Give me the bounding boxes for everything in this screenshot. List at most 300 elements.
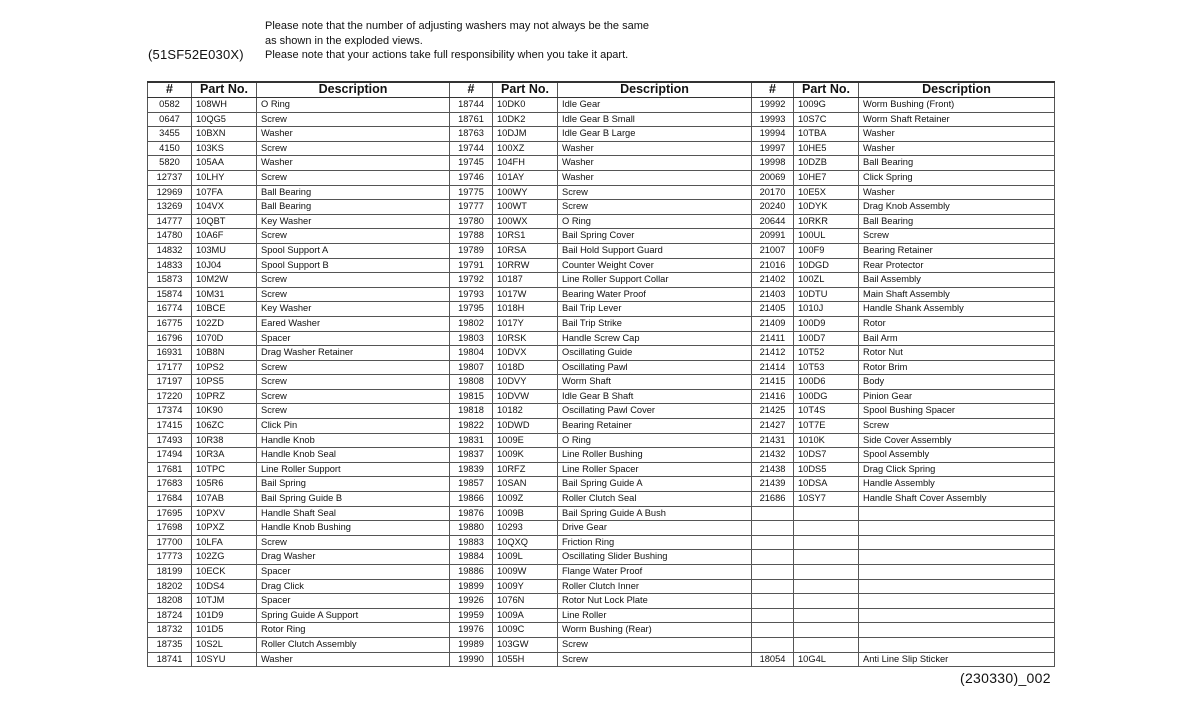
table-row — [148, 448, 1055, 463]
cell-description: Body — [859, 375, 1055, 390]
cell-num: 21686 — [752, 492, 794, 507]
cell-num: 16931 — [148, 346, 192, 361]
cell-num: 3455 — [148, 127, 192, 142]
cell-description — [859, 550, 1055, 565]
cell-part-no: 10M2W — [192, 273, 257, 288]
cell-part-no: 100DG — [794, 389, 859, 404]
table-row — [148, 331, 1055, 346]
cell-num: 19857 — [450, 477, 493, 492]
cell-description: Washer — [257, 156, 450, 171]
cell-description: Handle Screw Cap — [558, 331, 752, 346]
cell-num: 19802 — [450, 316, 493, 331]
cell-description: Side Cover Assembly — [859, 433, 1055, 448]
table-row — [148, 637, 1055, 652]
cell-num: 18202 — [148, 579, 192, 594]
model-code: (51SF52E030X) — [148, 47, 244, 62]
cell-description: Spring Guide A Support — [257, 608, 450, 623]
cell-description: Bail Hold Support Guard — [558, 243, 752, 258]
table-row — [148, 535, 1055, 550]
cell-part-no: 10SYU — [192, 652, 257, 667]
table-row — [148, 214, 1055, 229]
cell-num: 17698 — [148, 521, 192, 536]
cell-part-no: 100D6 — [794, 375, 859, 390]
cell-description — [859, 594, 1055, 609]
cell-num: 19976 — [450, 623, 493, 638]
cell-part-no: 1009G — [794, 98, 859, 113]
header-num: # — [752, 82, 794, 98]
cell-num: 17374 — [148, 404, 192, 419]
cell-part-no: 101D5 — [192, 623, 257, 638]
cell-description: Washer — [558, 170, 752, 185]
cell-description: Flange Water Proof — [558, 565, 752, 580]
cell-num: 21412 — [752, 346, 794, 361]
cell-description: Washer — [257, 127, 450, 142]
table-row — [148, 258, 1055, 273]
cell-num: 17684 — [148, 492, 192, 507]
cell-description: Screw — [558, 185, 752, 200]
cell-num: 18208 — [148, 594, 192, 609]
cell-part-no: 10TJM — [192, 594, 257, 609]
cell-num — [752, 594, 794, 609]
cell-part-no: 1009E — [493, 433, 558, 448]
cell-part-no: 10293 — [493, 521, 558, 536]
cell-num: 20069 — [752, 170, 794, 185]
cell-part-no: 10T4S — [794, 404, 859, 419]
cell-description: Screw — [257, 287, 450, 302]
table-row — [148, 243, 1055, 258]
cell-description: Drag Washer — [257, 550, 450, 565]
table-row — [148, 302, 1055, 317]
cell-part-no: 100XZ — [493, 141, 558, 156]
cell-description: Screw — [257, 389, 450, 404]
cell-num: 19993 — [752, 112, 794, 127]
cell-num: 17773 — [148, 550, 192, 565]
table-row — [148, 141, 1055, 156]
cell-part-no: 1070D — [192, 331, 257, 346]
note-line: Please note that your actions take full responsibility when you take it apart. — [265, 49, 629, 61]
cell-num: 16774 — [148, 302, 192, 317]
cell-part-no: 10T52 — [794, 346, 859, 361]
cell-num: 21415 — [752, 375, 794, 390]
cell-num: 19992 — [752, 98, 794, 113]
note-line: as shown in the exploded views. — [265, 34, 423, 47]
cell-description: Line Roller Support — [257, 462, 450, 477]
cell-part-no: 10187 — [493, 273, 558, 288]
note-line: Please note that the number of adjusting washers may not always be the same — [265, 20, 649, 32]
cell-description: Drag Click — [257, 579, 450, 594]
table-header-row — [148, 82, 1055, 98]
cell-part-no: 100ZL — [794, 273, 859, 288]
cell-description: O Ring — [558, 433, 752, 448]
cell-description: Screw — [257, 404, 450, 419]
table-row — [148, 127, 1055, 142]
cell-part-no — [794, 550, 859, 565]
cell-description: Click Spring — [859, 170, 1055, 185]
cell-num: 0582 — [148, 98, 192, 113]
cell-description: O Ring — [257, 98, 450, 113]
cell-description: Handle Knob — [257, 433, 450, 448]
cell-part-no: 10DVW — [493, 389, 558, 404]
cell-num: 19807 — [450, 360, 493, 375]
cell-part-no: 10RS1 — [493, 229, 558, 244]
cell-description: Idle Gear B Small — [558, 112, 752, 127]
cell-part-no: 10DS7 — [794, 448, 859, 463]
cell-num: 19795 — [450, 302, 493, 317]
cell-part-no: 10A6F — [192, 229, 257, 244]
cell-num: 21425 — [752, 404, 794, 419]
cell-part-no: 10TBA — [794, 127, 859, 142]
cell-num: 19926 — [450, 594, 493, 609]
cell-part-no: 10RFZ — [493, 462, 558, 477]
cell-num: 19745 — [450, 156, 493, 171]
cell-num: 18761 — [450, 112, 493, 127]
table-row — [148, 287, 1055, 302]
table-row — [148, 360, 1055, 375]
cell-description: Rotor Nut Lock Plate — [558, 594, 752, 609]
table-row — [148, 623, 1055, 638]
cell-part-no: 10RRW — [493, 258, 558, 273]
cell-part-no: 10PXV — [192, 506, 257, 521]
cell-description: Line Roller Support Collar — [558, 273, 752, 288]
cell-description: Drag Click Spring — [859, 462, 1055, 477]
cell-num: 21405 — [752, 302, 794, 317]
cell-description: Bail Arm — [859, 331, 1055, 346]
cell-num: 0647 — [148, 112, 192, 127]
cell-part-no: 10PS2 — [192, 360, 257, 375]
cell-part-no: 10T53 — [794, 360, 859, 375]
cell-num: 19793 — [450, 287, 493, 302]
cell-description: O Ring — [558, 214, 752, 229]
cell-num: 19883 — [450, 535, 493, 550]
cell-part-no: 10LFA — [192, 535, 257, 550]
cell-num: 15874 — [148, 287, 192, 302]
cell-description: Screw — [257, 375, 450, 390]
cell-description: Bail Spring Guide A Bush — [558, 506, 752, 521]
cell-part-no: 10HE7 — [794, 170, 859, 185]
cell-description: Idle Gear B Large — [558, 127, 752, 142]
cell-part-no: 10QBT — [192, 214, 257, 229]
cell-description: Line Roller Spacer — [558, 462, 752, 477]
cell-part-no: 1009Z — [493, 492, 558, 507]
header-part-no: Part No. — [192, 82, 257, 98]
cell-part-no: 1017W — [493, 287, 558, 302]
cell-part-no: 10E5X — [794, 185, 859, 200]
table-row — [148, 316, 1055, 331]
cell-num — [752, 535, 794, 550]
cell-description: Bearing Retainer — [859, 243, 1055, 258]
cell-description: Bail Trip Lever — [558, 302, 752, 317]
cell-description — [859, 565, 1055, 580]
cell-num: 5820 — [148, 156, 192, 171]
cell-num: 21016 — [752, 258, 794, 273]
cell-description: Spool Bushing Spacer — [859, 404, 1055, 419]
cell-part-no: 10K90 — [192, 404, 257, 419]
header-part-no: Part No. — [794, 82, 859, 98]
cell-num: 19780 — [450, 214, 493, 229]
cell-num: 12737 — [148, 170, 192, 185]
cell-description: Worm Bushing (Rear) — [558, 623, 752, 638]
cell-num: 17220 — [148, 389, 192, 404]
cell-part-no: 10R38 — [192, 433, 257, 448]
cell-description: Counter Weight Cover — [558, 258, 752, 273]
cell-num: 13269 — [148, 200, 192, 215]
cell-description — [859, 623, 1055, 638]
cell-part-no — [794, 594, 859, 609]
cell-description: Line Roller Bushing — [558, 448, 752, 463]
cell-description: Handle Assembly — [859, 477, 1055, 492]
cell-part-no: 105R6 — [192, 477, 257, 492]
cell-description: Idle Gear B Shaft — [558, 389, 752, 404]
cell-part-no: 105AA — [192, 156, 257, 171]
table-row — [148, 346, 1055, 361]
cell-num: 18724 — [148, 608, 192, 623]
cell-part-no: 101D9 — [192, 608, 257, 623]
cell-description: Main Shaft Assembly — [859, 287, 1055, 302]
cell-num: 19815 — [450, 389, 493, 404]
cell-description: Handle Knob Seal — [257, 448, 450, 463]
cell-part-no: 102ZD — [192, 316, 257, 331]
cell-part-no: 1017Y — [493, 316, 558, 331]
cell-description — [859, 637, 1055, 652]
cell-num: 19803 — [450, 331, 493, 346]
cell-part-no: 1076N — [493, 594, 558, 609]
cell-part-no: 10T7E — [794, 419, 859, 434]
cell-description: Spool Support A — [257, 243, 450, 258]
table-row — [148, 273, 1055, 288]
cell-num: 18732 — [148, 623, 192, 638]
cell-num: 21414 — [752, 360, 794, 375]
header-num: # — [450, 82, 493, 98]
cell-num: 19775 — [450, 185, 493, 200]
cell-part-no: 100D7 — [794, 331, 859, 346]
cell-num: 17197 — [148, 375, 192, 390]
cell-num: 19788 — [450, 229, 493, 244]
cell-part-no: 1018H — [493, 302, 558, 317]
table-row — [148, 521, 1055, 536]
cell-num: 17695 — [148, 506, 192, 521]
cell-description: Handle Knob Bushing — [257, 521, 450, 536]
cell-num: 19899 — [450, 579, 493, 594]
cell-description: Washer — [558, 141, 752, 156]
cell-num: 14777 — [148, 214, 192, 229]
cell-num: 21411 — [752, 331, 794, 346]
cell-description: Screw — [257, 360, 450, 375]
cell-num: 19808 — [450, 375, 493, 390]
table-row — [148, 156, 1055, 171]
cell-part-no: 1009K — [493, 448, 558, 463]
cell-num: 20991 — [752, 229, 794, 244]
cell-num — [752, 623, 794, 638]
cell-description: Key Washer — [257, 214, 450, 229]
cell-part-no: 10DWD — [493, 419, 558, 434]
cell-num: 21409 — [752, 316, 794, 331]
cell-description — [859, 608, 1055, 623]
cell-num: 19886 — [450, 565, 493, 580]
cell-description: Washer — [859, 185, 1055, 200]
cell-description: Screw — [558, 652, 752, 667]
cell-part-no: 107FA — [192, 185, 257, 200]
cell-part-no: 100UL — [794, 229, 859, 244]
cell-part-no: 100WY — [493, 185, 558, 200]
cell-description: Roller Clutch Seal — [558, 492, 752, 507]
cell-description: Oscillating Guide — [558, 346, 752, 361]
table-row — [148, 200, 1055, 215]
cell-num: 19804 — [450, 346, 493, 361]
cell-description: Ball Bearing — [257, 185, 450, 200]
cell-description: Rear Protector — [859, 258, 1055, 273]
cell-num: 17700 — [148, 535, 192, 550]
cell-num: 18735 — [148, 637, 192, 652]
cell-part-no: 1055H — [493, 652, 558, 667]
parts-table — [147, 81, 1055, 667]
cell-description: Rotor — [859, 316, 1055, 331]
cell-description: Roller Clutch Inner — [558, 579, 752, 594]
table-row — [148, 404, 1055, 419]
cell-num: 20240 — [752, 200, 794, 215]
cell-num: 21416 — [752, 389, 794, 404]
cell-description: Drag Washer Retainer — [257, 346, 450, 361]
cell-description: Eared Washer — [257, 316, 450, 331]
cell-part-no: 10PS5 — [192, 375, 257, 390]
cell-description: Pinion Gear — [859, 389, 1055, 404]
cell-num: 4150 — [148, 141, 192, 156]
cell-description: Drag Knob Assembly — [859, 200, 1055, 215]
table-row — [148, 492, 1055, 507]
parts-table-body — [148, 98, 1055, 667]
cell-part-no: 10QXQ — [493, 535, 558, 550]
cell-part-no: 10ECK — [192, 565, 257, 580]
cell-num: 21403 — [752, 287, 794, 302]
cell-num: 19997 — [752, 141, 794, 156]
cell-description: Ball Bearing — [859, 214, 1055, 229]
cell-part-no: 103MU — [192, 243, 257, 258]
cell-description: Spacer — [257, 565, 450, 580]
cell-num: 19837 — [450, 448, 493, 463]
cell-num: 19998 — [752, 156, 794, 171]
cell-description — [859, 506, 1055, 521]
cell-description: Rotor Nut — [859, 346, 1055, 361]
cell-description: Washer — [859, 127, 1055, 142]
cell-description: Handle Shaft Cover Assembly — [859, 492, 1055, 507]
cell-num — [752, 550, 794, 565]
cell-num — [752, 608, 794, 623]
cell-description: Ball Bearing — [257, 200, 450, 215]
cell-description: Roller Clutch Assembly — [257, 637, 450, 652]
cell-num: 19777 — [450, 200, 493, 215]
cell-part-no — [794, 579, 859, 594]
cell-part-no: 10DVY — [493, 375, 558, 390]
cell-num: 16775 — [148, 316, 192, 331]
cell-part-no: 10PXZ — [192, 521, 257, 536]
notes-block — [265, 19, 649, 63]
table-row — [148, 594, 1055, 609]
cell-num: 19746 — [450, 170, 493, 185]
cell-description: Screw — [257, 112, 450, 127]
cell-part-no: 1009C — [493, 623, 558, 638]
cell-description: Bearing Retainer — [558, 419, 752, 434]
cell-description: Screw — [859, 419, 1055, 434]
cell-description: Screw — [257, 535, 450, 550]
cell-part-no: 101AY — [493, 170, 558, 185]
cell-num: 20644 — [752, 214, 794, 229]
cell-part-no: 10SAN — [493, 477, 558, 492]
cell-num: 21439 — [752, 477, 794, 492]
cell-part-no: 10SY7 — [794, 492, 859, 507]
cell-description: Handle Shank Assembly — [859, 302, 1055, 317]
cell-description: Spacer — [257, 331, 450, 346]
cell-num: 18199 — [148, 565, 192, 580]
cell-part-no — [794, 535, 859, 550]
cell-num — [752, 521, 794, 536]
cell-num: 17177 — [148, 360, 192, 375]
table-row — [148, 229, 1055, 244]
cell-part-no: 100F9 — [794, 243, 859, 258]
cell-part-no: 1018D — [493, 360, 558, 375]
cell-description: Rotor Brim — [859, 360, 1055, 375]
table-row — [148, 608, 1055, 623]
cell-part-no: 1010K — [794, 433, 859, 448]
cell-part-no: 10RKR — [794, 214, 859, 229]
cell-part-no: 10DGD — [794, 258, 859, 273]
cell-num: 21431 — [752, 433, 794, 448]
table-row — [148, 375, 1055, 390]
cell-description: Handle Shaft Seal — [257, 506, 450, 521]
cell-part-no: 1009A — [493, 608, 558, 623]
cell-part-no: 1009B — [493, 506, 558, 521]
cell-num: 15873 — [148, 273, 192, 288]
cell-num: 17494 — [148, 448, 192, 463]
cell-num: 21432 — [752, 448, 794, 463]
cell-part-no: 10S7C — [794, 112, 859, 127]
cell-num: 19791 — [450, 258, 493, 273]
cell-part-no: 10DSA — [794, 477, 859, 492]
cell-num: 14780 — [148, 229, 192, 244]
cell-num: 19884 — [450, 550, 493, 565]
cell-part-no: 10DYK — [794, 200, 859, 215]
cell-part-no: 10PRZ — [192, 389, 257, 404]
table-row — [148, 462, 1055, 477]
cell-num: 19994 — [752, 127, 794, 142]
cell-description: Washer — [257, 652, 450, 667]
cell-num: 20170 — [752, 185, 794, 200]
cell-num: 19866 — [450, 492, 493, 507]
cell-description: Worm Shaft — [558, 375, 752, 390]
cell-part-no: 10G4L — [794, 652, 859, 667]
cell-description: Bail Trip Strike — [558, 316, 752, 331]
cell-description: Washer — [859, 141, 1055, 156]
cell-num: 19959 — [450, 608, 493, 623]
cell-description: Rotor Ring — [257, 623, 450, 638]
cell-description: Ball Bearing — [859, 156, 1055, 171]
cell-description: Oscillating Slider Bushing — [558, 550, 752, 565]
cell-part-no: 10RSA — [493, 243, 558, 258]
cell-description: Screw — [257, 141, 450, 156]
cell-description: Anti Line Slip Sticker — [859, 652, 1055, 667]
cell-num: 19989 — [450, 637, 493, 652]
cell-part-no: 107AB — [192, 492, 257, 507]
cell-num: 19789 — [450, 243, 493, 258]
cell-num: 18763 — [450, 127, 493, 142]
cell-part-no: 104VX — [192, 200, 257, 215]
cell-num: 19818 — [450, 404, 493, 419]
table-row — [148, 112, 1055, 127]
table-row — [148, 579, 1055, 594]
cell-description: Bail Spring Cover — [558, 229, 752, 244]
cell-num: 14833 — [148, 258, 192, 273]
cell-num: 18054 — [752, 652, 794, 667]
cell-description: Click Pin — [257, 419, 450, 434]
table-row — [148, 389, 1055, 404]
